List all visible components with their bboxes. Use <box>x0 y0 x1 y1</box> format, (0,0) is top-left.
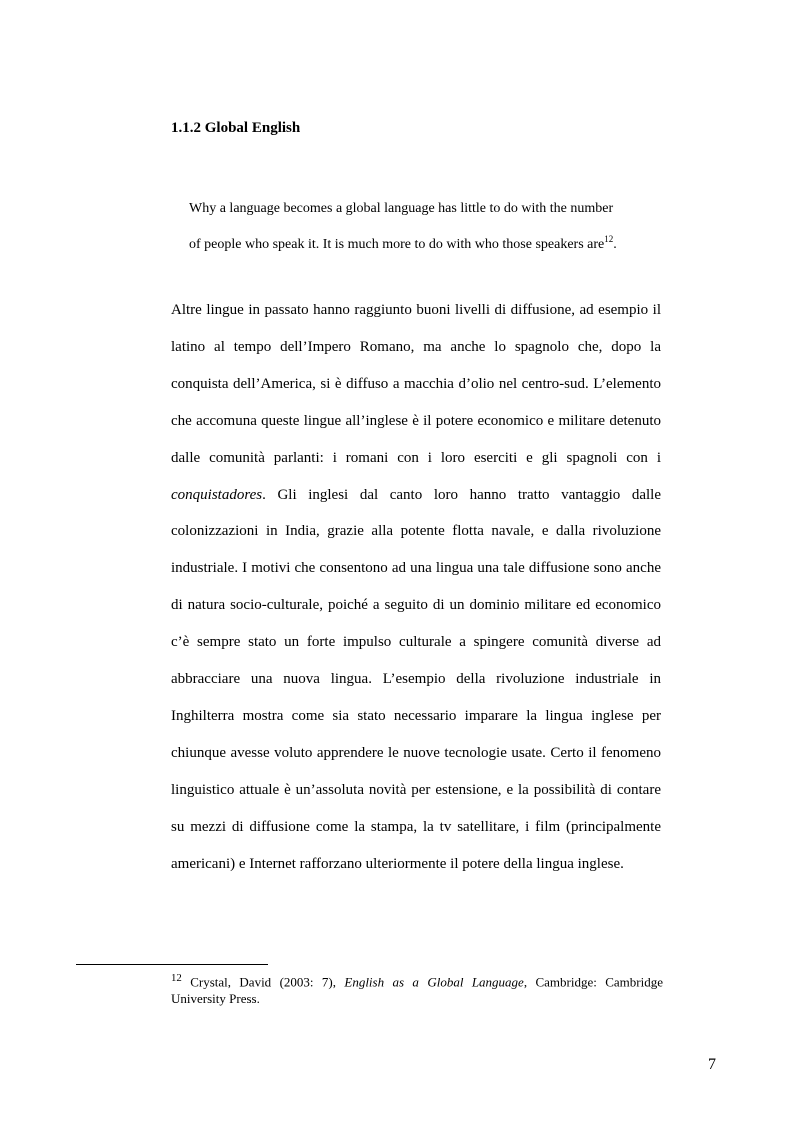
quote-line-2: of people who speak it. It is much more to do with who those speakers are <box>189 237 605 252</box>
footnote-number: 12 <box>171 972 182 984</box>
footnote-book-title: English as a Global Language <box>344 974 524 990</box>
footnote-publisher: , Cambridge: Cambridge University Press. <box>171 974 663 1007</box>
footnote <box>171 970 663 1007</box>
body-paragraph <box>171 292 661 883</box>
block-quote <box>189 191 659 263</box>
section-heading: 1.1.2 Global English <box>171 120 301 136</box>
italic-term: conquistadores <box>171 486 263 503</box>
footnote-reference[interactable]: 12 <box>604 234 614 244</box>
body-text-part-1: Altre lingue in passato hanno raggiunto buoni livelli di diffusione, ad esempio il latino al tempo dell’Impero Romano, ma anche lo spagnolo che, dopo la conquista dell’America, si è diffuso a macchia d’olio nel centro-sud. L’elemento che accomuna queste lingue all’inglese è il potere economico e militare detenuto dalle comunità parlanti: i romani con i loro eserciti e gli spagnoli con i <box>171 302 661 466</box>
quote-end: . <box>613 237 617 252</box>
body-text-part-2: . Gli inglesi dal canto loro hanno tratto vantaggio dalle colonizzazioni in India, grazie alla potente flotta navale, e dalla rivoluzione industriale. I motivi che consentono ad una lingua una tale diffusione sono anche di natura socio-culturale, poiché a seguito di un dominio militare ed economico c’è sempre stato un forte impulso culturale a spingere comunità diverse ad abbracciare una nuova lingua. L’esempio della rivoluzione industriale in Inghilterra mostra come sia stato necessario imparare la lingua inglese per chiunque avesse voluto apprendere le nuove tecnologie usate. Certo il fenomeno linguistico attuale è un’assoluta novità per estensione, e la possibilità di contare su mezzi di diffusione come la stampa, la tv satellitare, i film (principalmente americani) e Internet rafforzano ulteriormente il potere della lingua inglese. <box>171 486 661 872</box>
page-number: 7 <box>708 1056 716 1073</box>
footnote-separator <box>76 964 268 965</box>
footnote-author: Crystal, David (2003: 7), <box>181 974 345 990</box>
quote-line-1: Why a language becomes a global language has little to do with the number <box>189 201 614 216</box>
